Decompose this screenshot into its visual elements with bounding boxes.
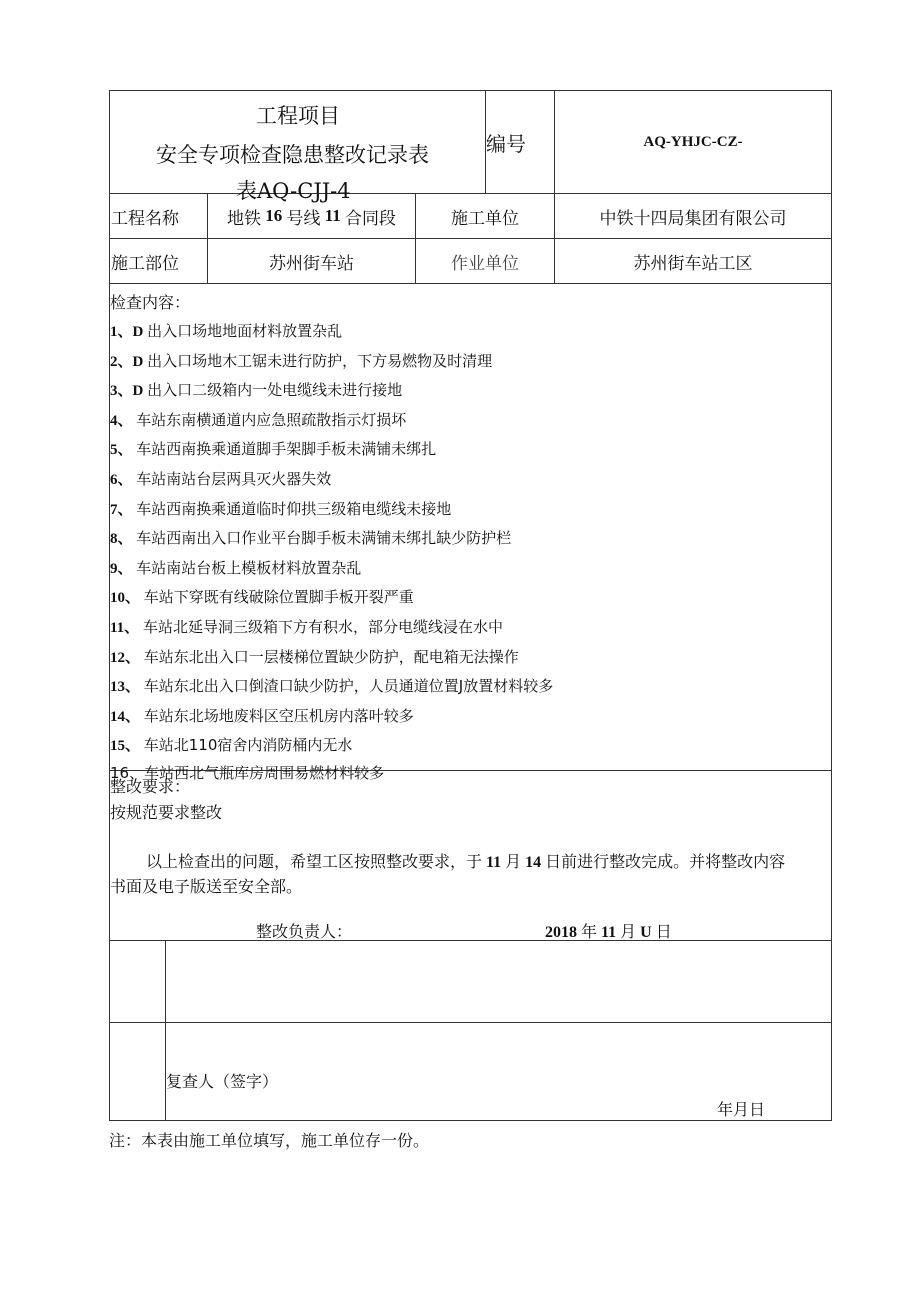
inspection-item-number: 7、 — [110, 501, 137, 518]
inspection-item — [110, 438, 436, 459]
code-label: 编号 — [486, 131, 526, 156]
inspection-item-number: 6、 — [110, 472, 137, 488]
inspection-item — [110, 498, 451, 519]
inspection-item — [110, 675, 553, 696]
construction-site-label: 施工部位 — [111, 253, 179, 274]
footer-note: 注：本表由施工单位填写，施工单位存一份。 — [109, 1131, 430, 1150]
header-title-block — [110, 91, 485, 203]
work-unit-value: 苏州街车站工区 — [633, 253, 753, 274]
inspection-item-text: 车站北110宿舍内消防桶内无水 — [143, 736, 353, 755]
inspection-item-text: 出入口二级箱内一处电缆线未进行接地 — [147, 381, 403, 400]
rectification-paragraph-line1: 以上检查出的问题，希望工区按照整改要求，于 11 月 14 日前进行整改完成。并将整改内容 — [146, 852, 786, 871]
inspection-item-number: 11、 — [110, 620, 143, 636]
table-bottom-border — [109, 1120, 832, 1121]
rectification-paragraph-line2: 书面及电子版送至安全部。 — [110, 877, 303, 896]
project-name-label: 工程名称 — [111, 208, 179, 229]
inspection-item-number: 10、 — [110, 590, 144, 607]
construction-site-value: 苏州街车站 — [269, 253, 354, 274]
project-name-value: 地铁 16 号线 11 合同段 — [226, 206, 397, 229]
construction-unit-label: 施工单位 — [451, 208, 519, 229]
inspection-item-number: 2、D — [110, 353, 148, 370]
inspection-item-text: 车站南站台层两具灭火器失效 — [136, 470, 332, 488]
header-title-line2: 安全专项检查隐患整改记录表 — [156, 143, 429, 167]
inspection-item-number: 13、 — [110, 679, 144, 696]
inspection-item-text: 车站东北场地废料区空压机房内落叶较多 — [143, 706, 414, 725]
inspection-item-text: 车站西南换乘通道临时仰拱三级箱电缆线未接地 — [136, 499, 452, 518]
inspection-item-text: 车站东南横通道内应急照疏散指示灯损坏 — [136, 410, 407, 429]
rectification-requirement: 按规范要求整改 — [110, 803, 223, 822]
review-date-label: 年月日 — [717, 1100, 766, 1119]
inspection-item — [110, 409, 406, 430]
rectification-label: 整改要求： — [110, 777, 191, 796]
inspection-item-text: 车站南站台板上模板材料放置杂乱 — [136, 558, 362, 577]
inspection-item-text: 车站西南出入口作业平台脚手板未满铺未绑扎缺少防护栏 — [136, 529, 512, 548]
inspection-item — [110, 586, 414, 607]
inspection-item — [110, 468, 331, 489]
table-right-border — [831, 90, 832, 1121]
inspection-item — [110, 527, 511, 548]
inspection-item — [110, 705, 414, 726]
inspection-section — [110, 284, 831, 782]
header-form-number: 表AQ-CJJ-4 — [236, 179, 351, 203]
responsible-label: 整改负责人： — [256, 922, 353, 941]
inspection-item — [110, 646, 519, 667]
inspection-item — [110, 616, 503, 637]
inspection-item — [110, 557, 361, 578]
inspection-item — [110, 379, 402, 400]
inspection-item-text: 出入口场地地面材料放置杂乱 — [147, 322, 343, 340]
inspection-item-number: 1、D — [110, 324, 148, 340]
inspection-item-number: 9、 — [110, 560, 137, 577]
inspection-item-number: 3、D — [110, 383, 148, 400]
inspection-item-text: 车站东北出入口一层楼梯位置缺少防护，配电箱无法操作 — [143, 647, 519, 666]
inspection-item — [110, 734, 352, 755]
inspection-item-number: 8、 — [110, 531, 137, 548]
inspection-item-number: 14、 — [110, 708, 144, 725]
inspection-item — [110, 350, 492, 371]
construction-unit-value: 中铁十四局集团有限公司 — [599, 208, 787, 229]
reviewer-signature-label: 复查人（签字） — [166, 1072, 279, 1091]
inspection-item-number: 5、 — [110, 442, 137, 459]
inspection-item — [110, 320, 342, 341]
inspection-item-number: 15、 — [110, 738, 144, 755]
inspection-item-number: 12、 — [110, 649, 144, 666]
sign-row-bottom-border — [109, 1022, 832, 1023]
code-value: AQ-YHJC-CZ- — [643, 133, 743, 150]
inspection-item-text: 出入口场地木工锯未进行防护，下方易燃物及时清理 — [147, 351, 493, 370]
review-divider — [165, 940, 166, 1121]
inspection-item-text: 车站下穿既有线破除位置脚手板开裂严重 — [143, 588, 414, 607]
rectification-date: 2018 年 11 月 U 日 — [545, 922, 672, 941]
inspection-item-text: 车站东北出入口倒渣口缺少防护，人员通道位置J放置材料较多 — [143, 677, 554, 696]
inspection-item-text: 车站西南换乘通道脚手架脚手板未满铺未绑扎 — [136, 440, 437, 459]
header-title-line1: 工程项目 — [256, 104, 340, 128]
work-unit-label: 作业单位 — [451, 253, 519, 274]
inspection-item-number: 4、 — [110, 412, 137, 429]
rectification-bottom-border — [109, 940, 832, 941]
inspection-label: 检查内容： — [110, 293, 191, 312]
inspection-item-cut: 16、车站西北气瓶库房周围易燃材料较多 — [110, 764, 385, 782]
inspection-item-text: 车站北延导洞三级箱下方有积水，部分电缆线浸在水中 — [142, 618, 503, 636]
